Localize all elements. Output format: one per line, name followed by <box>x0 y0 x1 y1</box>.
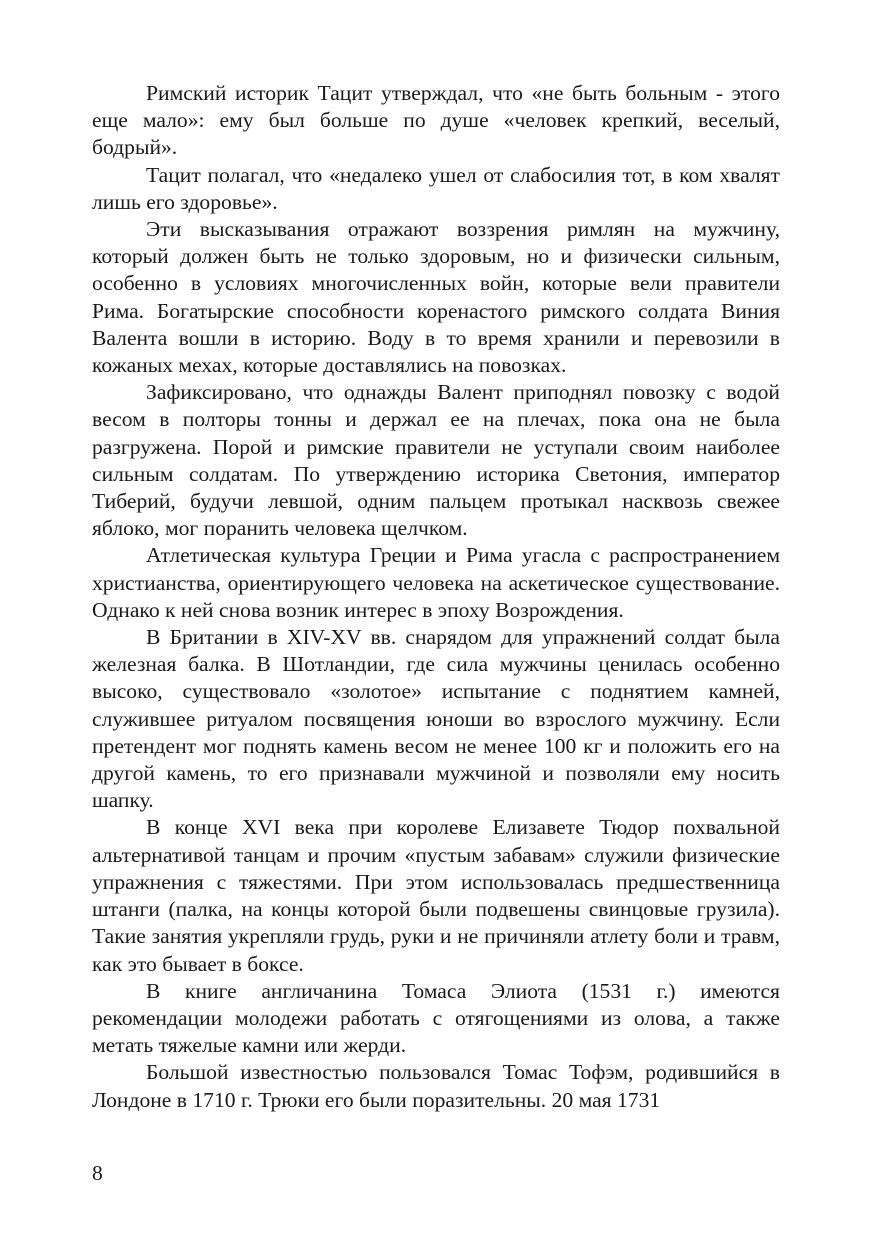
page-body <box>92 80 780 1114</box>
page-number: 8 <box>92 1161 103 1185</box>
paragraph: В конце XVI века при королеве Елизавете Тюдор похвальной альтернативой танцам и прочим «пустым забавам» служили физические упражнения с тяжестями. При этом использовалась предшественница штанги (палка, на концы которой были подвешены свинцовые грузила). Такие занятия укрепляли грудь, руки и не причиняли атлету боли и травм, как это бывает в боксе. <box>92 815 780 976</box>
paragraph: Зафиксировано, что однажды Валент приподнял повозку с водой весом в полторы тонны и держал ее на плечах, пока она не была разгружена. Порой и римские правители не уступали своим наиболее сильным солдатам. По утверждению историка Светония, император Тиберий, будучи левшой, одним пальцем протыкал насквозь свежее яблоко, мог поранить человека щелчком. <box>92 380 780 541</box>
paragraph: Атлетическая культура Греции и Рима угасла с распространением христианства, ориентирующего человека на аскетическое существование. Однако к ней снова возник интерес в эпоху Возрождения. <box>92 543 780 622</box>
paragraph: В Британии в XIV-XV вв. снарядом для упражнений солдат была железная балка. В Шотландии, где сила мужчины ценилась особенно высоко, существовало «золотое» испытание с поднятием камней, служившее ритуалом посвящения юноши во взрослого мужчину. Если претендент мог поднять камень весом не менее 100 кг и положить его на другой камень, то его признавали мужчиной и позволяли ему носить шапку. <box>92 625 780 813</box>
paragraph: В книге англичанина Томаса Элиота (1531 г.) имеются рекомендации молодежи работать с отягощениями из олова, а также метать тяжелые камни или жерди. <box>92 978 780 1058</box>
paragraph: Эти высказывания отражают воззрения римлян на мужчину, который должен быть не только здоровым, но и физически сильным, особенно в условиях многочисленных войн, которые вели правители Рима. Богатырские способности коренастого римского солдата Виния Валента вошли в историю. Воду в то время хранили и перевозили в кожаных мехах, которые доставлялись на повозках. <box>92 217 780 378</box>
paragraph: Тацит полагал, что «недалеко ушел от слабосилия тот, в ком хвалят лишь его здоровье». <box>92 162 780 214</box>
paragraph: Большой известностью пользовался Томас Тофэм, родившийся в Лондоне в 1710 г. Трюки его были поразительны. 20 мая 1731 <box>92 1060 780 1112</box>
paragraph: Римский историк Тацит утверждал, что «не быть больным - этого еще мало»: ему был больше по душе «человек крепкий, веселый, бодрый». <box>92 81 780 160</box>
